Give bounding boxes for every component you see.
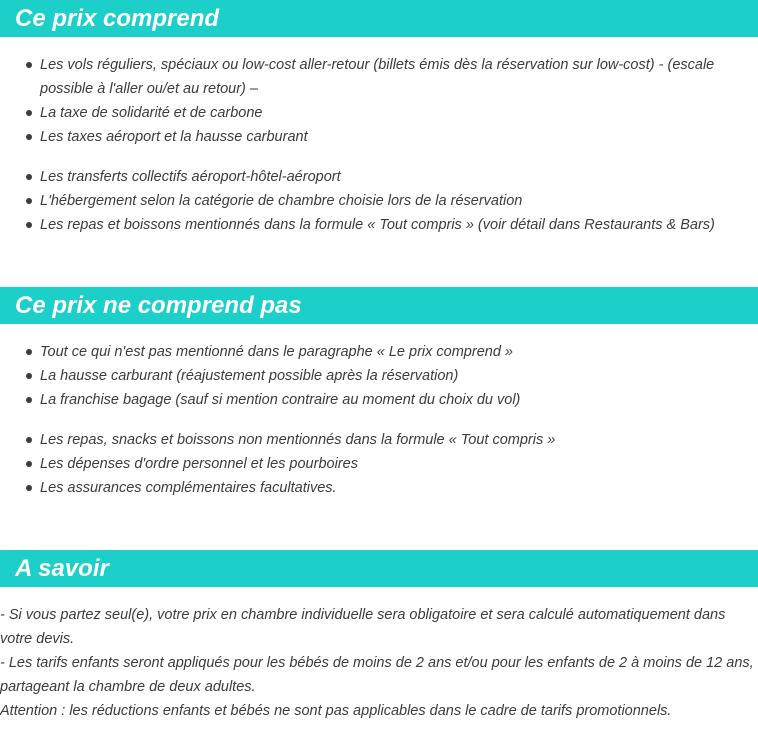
info-line: - Les tarifs enfants seront appliqués pour les bébés de moins de 2 ans et/ou pour les enfants de 2 à moins de 12 ans, partageant la chambre de deux adultes. bbox=[0, 655, 754, 695]
list-item: La taxe de solidarité et de carbone bbox=[0, 101, 758, 125]
list-item: Les assurances complémentaires facultatives. bbox=[0, 476, 758, 500]
list-item: Les vols réguliers, spéciaux ou low-cost aller-retour (billets émis dès la réservation sur low-cost) - (escale possible à l'aller ou/et au retour) – bbox=[0, 53, 758, 101]
info-text bbox=[0, 603, 758, 723]
included-header-band bbox=[0, 0, 758, 37]
list-item: Tout ce qui n'est pas mentionné dans le paragraphe « Le prix comprend » bbox=[0, 340, 758, 364]
excluded-list bbox=[0, 340, 758, 500]
info-header-band bbox=[0, 550, 758, 587]
info-title: A savoir bbox=[15, 555, 109, 582]
list-item: L'hébergement selon la catégorie de chambre choisie lors de la réservation bbox=[0, 189, 758, 213]
excluded-header-band bbox=[0, 287, 758, 324]
info-line: - Si vous partez seul(e), votre prix en chambre individuelle sera obligatoire et sera calculé automatiquement dans votre devis. bbox=[0, 607, 726, 647]
included-title: Ce prix comprend bbox=[15, 5, 220, 32]
list-item: La hausse carburant (réajustement possible après la réservation) bbox=[0, 364, 758, 388]
list-item: Les repas, snacks et boissons non mentionnés dans la formule « Tout compris » bbox=[0, 428, 758, 452]
list-item: Les dépenses d'ordre personnel et les pourboires bbox=[0, 452, 758, 476]
list-item: La franchise bagage (sauf si mention contraire au moment du choix du vol) bbox=[0, 388, 758, 412]
list-item: Les taxes aéroport et la hausse carburant bbox=[0, 125, 758, 149]
list-item: Les transferts collectifs aéroport-hôtel-aéroport bbox=[0, 165, 758, 189]
info-line: Attention : les réductions enfants et bébés ne sont pas applicables dans le cadre de tarifs promotionnels. bbox=[0, 703, 672, 719]
list-item: Les repas et boissons mentionnés dans la formule « Tout compris » (voir détail dans Restaurants & Bars) bbox=[0, 213, 758, 237]
included-list bbox=[0, 53, 758, 237]
excluded-title: Ce prix ne comprend pas bbox=[15, 292, 302, 319]
